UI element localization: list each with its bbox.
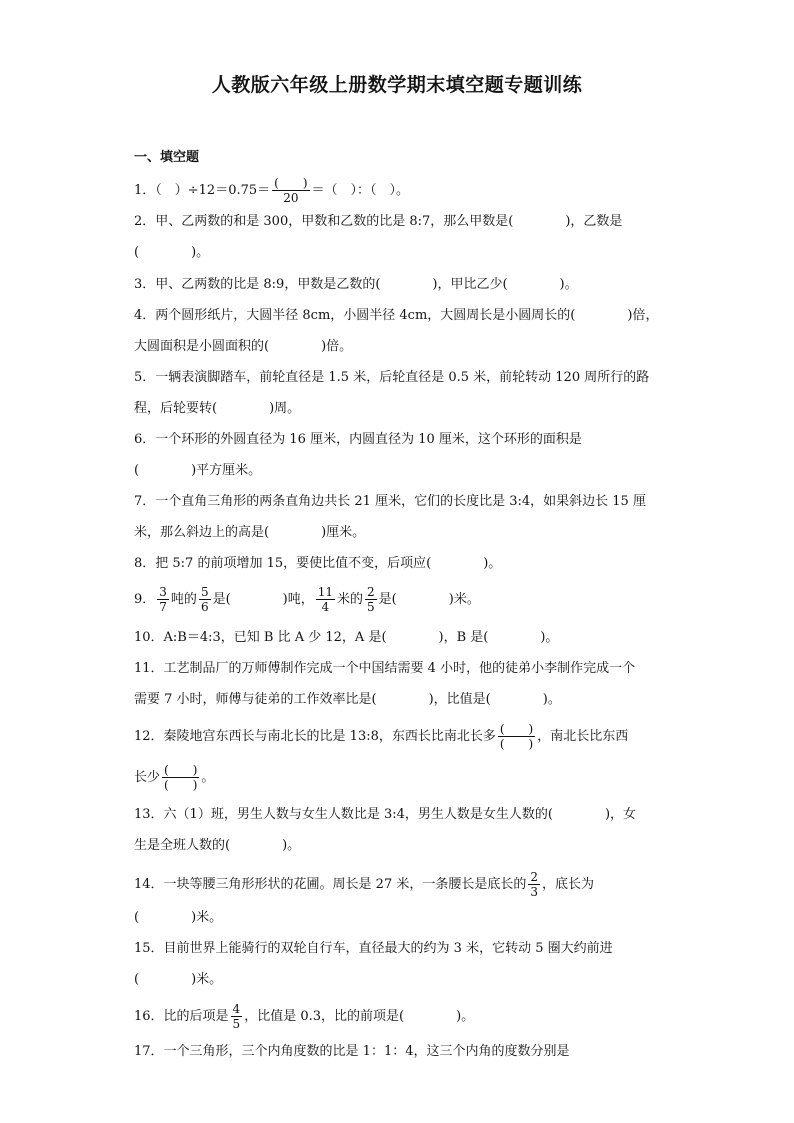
question-15-line-1: 15．目前世界上能骑行的双轮自行车，直径最大的约为 3 米，它转动 5 圈大约前进 [134, 941, 613, 956]
question-14-line-1: 14．一块等腰三角形形状的花圃。周长是 27 米，一条腰长是底长的 $\frac{2}{3}$ ，底长为 [134, 870, 595, 899]
question-7-line-1: 7．一个直角三角形的两条直角边共长 21 厘米，它们的长度比是 3:4，如果斜边长 15 厘 [134, 494, 646, 509]
fraction-blank: $\frac{( )}{( )}$ [164, 763, 198, 792]
fraction: $\frac{2}{3}$ [530, 870, 538, 899]
question-3: 3．甲、乙两数的比是 8:9，甲数是乙数的( )，甲比乙少( )。 [134, 277, 578, 292]
question-15-line-2: ( )米。 [134, 972, 223, 987]
question-11-line-2: 需要 7 小时，师傅与徒弟的工作效率比是( )，比值是( )。 [134, 692, 561, 707]
question-7-line-2: 米，那么斜边上的高是( )厘米。 [134, 525, 366, 540]
fraction: $\frac{3}{7}$ [159, 585, 167, 614]
question-12-line-2: 长少 $\frac{( )}{( )}$ 。 [134, 763, 215, 792]
question-12-line-1: 12．秦陵地宫东西长与南北长的比是 13:8，东西长比南北长多 $\frac{( )}{( )}$ ，南北长比东西 [134, 722, 629, 751]
fraction: $\frac{2}{5}$ [367, 585, 375, 614]
fraction: $\frac{4}{5}$ [232, 1002, 241, 1031]
question-4-line-1: 4．两个圆形纸片，大圆半径 8cm，小圆半径 4cm，大圆周长是小圆周长的( )倍， [134, 308, 659, 323]
question-13-line-2: 生是全班人数的( )。 [134, 838, 301, 853]
question-5-line-2: 程，后轮要转( )周。 [134, 401, 301, 416]
fraction: $\frac{5}{6}$ [200, 585, 209, 614]
question-13-line-1: 13．六（1）班，男生人数与女生人数比是 3:4，男生人数是女生人数的( )，女 [134, 807, 637, 822]
question-10: 10．A:B＝4:3，已知 B 比 A 少 12，A 是( )，B 是( )。 [134, 630, 559, 645]
question-2-line-1: 2．甲、乙两数的和是 300，甲数和乙数的比是 8:7，那么甲数是( )，乙数是 [134, 214, 623, 229]
question-4-line-2: 大圆面积是小圆面积的( )倍。 [134, 339, 353, 354]
fraction-blank: $\frac{( )}{( )}$ [499, 722, 534, 751]
question-6-line-1: 6．一个环形的外圆直径为 16 厘米，内圆直径为 10 厘米，这个环形的面积是 [134, 432, 582, 447]
question-2-line-2: ( )。 [134, 245, 210, 260]
question-14-line-2: ( )米。 [134, 910, 223, 925]
question-5-line-1: 5．一辆表演脚踏车，前轮直径是 1.5 米，后轮直径是 0.5 米，前轮转动 120 周所行的路 [134, 370, 650, 385]
fraction-blank: $\frac{( )}{20}$ [274, 176, 308, 205]
question-11-line-1: 11．工艺制品厂的万师傅制作完成一个中国结需要 4 小时，他的徒弟小李制作完成一个 [134, 661, 636, 676]
question-16: 16．比的后项是 $\frac{4}{5}$ ，比值是 0.3，比的前项是( )。 [134, 1002, 475, 1031]
page-title: 人教版六年级上册数学期末填空题专题训练 [211, 74, 583, 96]
section-heading: 一、填空题 [134, 150, 200, 165]
fraction: $\frac{11}{4}$ [317, 585, 334, 614]
question-8: 8．把 5:7 的前项增加 15，要使比值不变，后项应( )。 [134, 556, 502, 571]
question-1: 1．（ ）÷12＝0.75＝ $\frac{( )}{20}$ ＝（ ）：（ ）。 [134, 176, 410, 205]
question-6-line-2: ( )平方厘米。 [134, 463, 262, 478]
question-17: 17．一个三角形，三个内角度数的比是 1：1：4，这三个内角的度数分别是 [134, 1044, 570, 1059]
question-9: 9． $\frac{3}{7}$ 吨的 $\frac{5}{6}$ 是( )吨， $\frac{11}{4}$ 米的 $\frac{2}{5}$ 是( )米。 [134, 585, 480, 614]
